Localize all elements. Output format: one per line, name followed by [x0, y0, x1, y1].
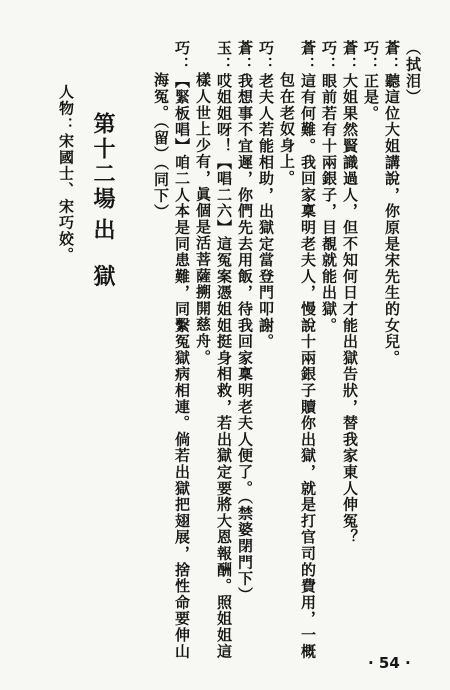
dialogue-line: 巧：【緊板唱】咱二人本是同患難，同繫冤獄病相連。倘若出獄把翅展，捨性命要伸山: [173, 40, 191, 660]
scene-title: 第十二場: [90, 112, 116, 212]
dialogue-line: 巧：正是。: [362, 40, 380, 122]
cast-list: 人物：宋國士、宋巧姣。: [57, 84, 75, 264]
dialogue-line: 蒼：聽這位大姐講說，你原是宋先生的女兒。: [383, 40, 401, 367]
dialogue-continuation: 包在老奴身上。: [278, 72, 296, 187]
dialogue-line: 巧：眼前若有十兩銀子，目覩就能出獄。: [320, 40, 338, 334]
dialogue-line: 蒼：大姐果然賢識過人，但不知何日才能出獄告狀，替我家東人伸冤？: [341, 40, 359, 546]
page-number: · 54 ·: [368, 654, 411, 672]
dialogue-line: 蒼：我想事不宜遲，你們先去用飯，待我回家稟明老夫人便了。（禁婆閉門下）: [236, 40, 254, 604]
dialogue-line: 蒼：這有何難。我回家稟明老夫人，慢說十兩銀子贖你出獄，就是打官司的費用，一概: [299, 40, 317, 660]
dialogue-continuation: 海冤。（留）（同下）: [152, 72, 170, 220]
scene-name: 出 獄: [90, 218, 116, 288]
dialogue-line: （拭泪）: [404, 40, 422, 106]
dialogue-line: 巧：老夫人若能相助，出獄定當登門叩謝。: [257, 40, 275, 350]
dialogue-line: 玉：哎姐姐呀！【唱二六】這冤案憑姐姐挺身相救，若出獄定要將大恩報酬。照姐姐這: [215, 40, 233, 660]
dialogue-continuation: 樣人世上少有，眞個是活菩薩搠開慈舟。: [194, 72, 212, 366]
